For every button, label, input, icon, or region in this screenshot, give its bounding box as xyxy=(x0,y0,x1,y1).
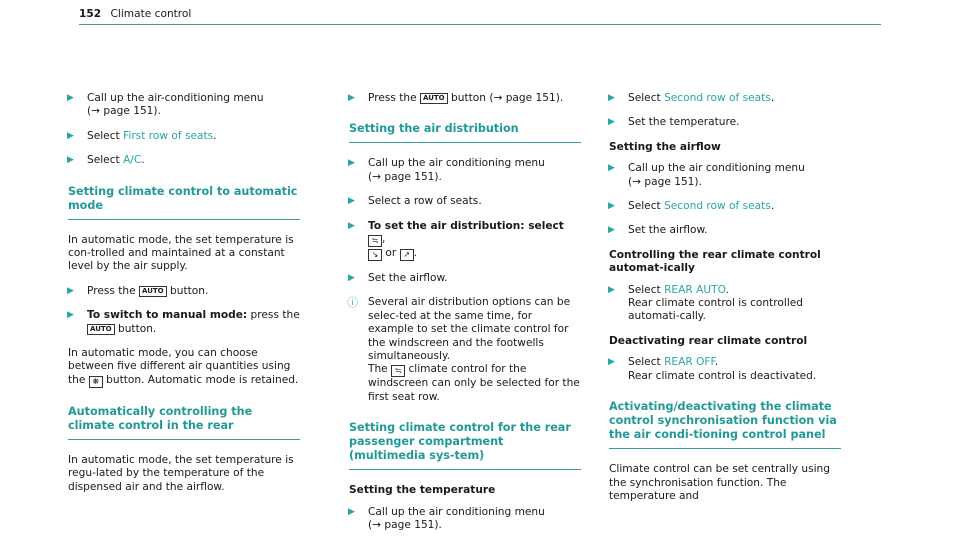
step-arrow-icon: ▶ xyxy=(67,155,74,166)
menu-item-second-row: Second row of seats xyxy=(664,92,771,104)
windscreen-airflow-icon: ≒ xyxy=(368,235,382,247)
subheading: Setting the airflow xyxy=(609,140,721,153)
step-arrow-icon: ▶ xyxy=(67,93,74,103)
page-title: Climate control xyxy=(110,8,192,20)
fan-icon: ❋ xyxy=(89,376,103,388)
step-select-row: ▶ Select First row of seats. xyxy=(67,129,217,142)
step-manual-mode: ▶ To switch to manual mode: press the AUTO button. xyxy=(67,309,300,335)
step-call-menu: ▶ Call up the air conditioning menu (→ page 151). xyxy=(348,505,545,532)
subheading: Deactivating rear climate control xyxy=(609,334,808,347)
step-arrow-icon: ▶ xyxy=(348,158,355,169)
section-heading: Setting the air distribution xyxy=(349,122,581,143)
menu-item-rear-off: REAR OFF xyxy=(664,356,715,369)
step-arrow-icon: ▶ xyxy=(348,196,355,207)
step-arrow-icon: ▶ xyxy=(348,220,355,231)
column-1 xyxy=(54,92,300,505)
section-heading: Activating/deactivating the climate control synchronisation function via the air condi-tioning control panel xyxy=(609,400,841,449)
step-arrow-icon: ▶ xyxy=(608,117,615,128)
step-rear-auto: ▶ Select REAR AUTO. Rear climate control is controlled automati-cally. xyxy=(608,283,804,323)
paragraph: In automatic mode, the set temperature is con-trolled and maintained at a constant level by the air supply. xyxy=(68,233,294,273)
step-select-row: ▶ Select a row of seats. xyxy=(348,195,482,208)
section-heading: Automatically controlling the climate control in the rear xyxy=(68,405,300,440)
step-select-second-row: ▶ Select Second row of seats. xyxy=(608,200,775,213)
step-arrow-icon: ▶ xyxy=(608,163,615,174)
menu-item-second-row: Second row of seats xyxy=(664,200,771,213)
step-select-second-row: ▶ Select Second row of seats. xyxy=(608,92,775,104)
menu-item-rear-auto: REAR AUTO xyxy=(664,283,726,296)
step-arrow-icon: ▶ xyxy=(348,273,355,284)
column-2 xyxy=(335,92,581,544)
step-arrow-icon: ▶ xyxy=(608,225,615,236)
section-heading: Setting climate control for the rear passenger compartment (multimedia sys-tem) xyxy=(349,421,581,470)
page-header xyxy=(79,8,191,21)
step-arrow-icon: ▶ xyxy=(67,310,74,321)
auto-button-icon: AUTO xyxy=(87,324,115,335)
step-call-menu: ▶ Call up the air conditioning menu (→ page 151). xyxy=(608,162,805,188)
header-rule xyxy=(79,24,881,25)
step-arrow-icon: ▶ xyxy=(608,284,615,295)
footwell-airflow-icon: ↘ xyxy=(368,249,382,261)
step-air-distribution: ▶ To set the air distribution: select ≒ , ↘ or ↗ . xyxy=(348,219,564,260)
step-set-airflow: ▶ Set the airflow. xyxy=(348,272,448,285)
auto-button-icon: AUTO xyxy=(420,93,448,104)
paragraph: In automatic mode, you can choose between five different air quantities using the ❋ button. Automatic mode is retained. xyxy=(68,347,299,386)
step-rear-off: ▶ Select REAR OFF. Rear climate control is deactivated. xyxy=(608,356,817,382)
step-set-airflow: ▶ Set the airflow. xyxy=(608,224,708,237)
menu-item-ac: A/C xyxy=(123,154,142,167)
step-call-menu: ▶ Call up the air conditioning menu (→ page 151). xyxy=(348,157,545,183)
column-3 xyxy=(595,92,841,514)
step-press-auto: ▶ Press the AUTO button. xyxy=(67,284,209,297)
step-arrow-icon: ▶ xyxy=(67,285,74,296)
auto-button-icon: AUTO xyxy=(139,286,167,297)
paragraph: Climate control can be set centrally using the synchronisation function. The temperature and xyxy=(609,463,830,502)
info-note: ⓘ Several air distribution options can be selec-ted at the same time, for example to set the climate control for the windscreen and the footwells simultaneously. The ≒ climate control for the windscreen can only be selected for the first seat row. xyxy=(347,296,580,403)
windscreen-airflow-icon: ≒ xyxy=(391,365,405,377)
step-arrow-icon: ▶ xyxy=(608,93,615,103)
section-heading: Setting climate control to automatic mode xyxy=(68,185,300,220)
step-select-ac: ▶ Select A/C. xyxy=(67,154,145,167)
subheading: Controlling the rear climate control automat-ically xyxy=(609,248,821,275)
step-arrow-icon: ▶ xyxy=(608,201,615,212)
step-set-temperature: ▶ Set the temperature. xyxy=(608,116,740,129)
step-arrow-icon: ▶ xyxy=(348,93,355,103)
step-call-menu: ▶ Call up the air-conditioning menu (→ page 151). xyxy=(67,92,264,118)
subheading: Setting the temperature xyxy=(349,484,496,497)
page-number: 152 xyxy=(79,8,102,20)
step-press-auto: ▶ Press the AUTO button (→ page 151). xyxy=(348,92,564,104)
center-airflow-icon: ↗ xyxy=(400,249,414,261)
step-arrow-icon: ▶ xyxy=(348,506,355,517)
paragraph: In automatic mode, the set temperature is regu-lated by the temperature of the dispensed air and the airflow. xyxy=(68,453,294,493)
step-arrow-icon: ▶ xyxy=(67,130,74,141)
menu-item-first-row: First row of seats xyxy=(123,129,214,142)
info-icon: ⓘ xyxy=(347,296,358,310)
step-arrow-icon: ▶ xyxy=(608,357,615,368)
